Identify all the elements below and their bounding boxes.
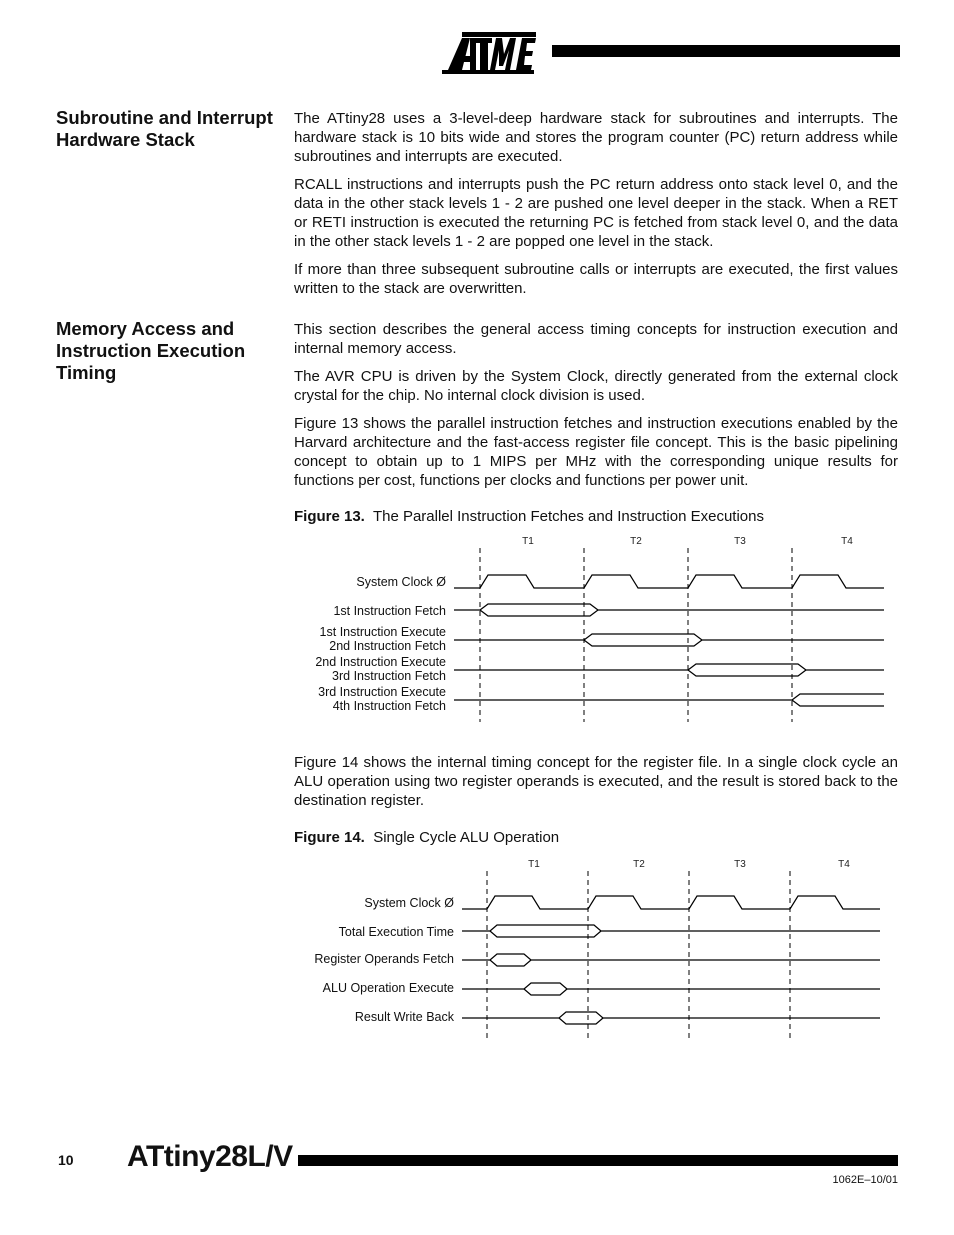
write-back-waveform xyxy=(462,1012,880,1018)
period-label: T1 xyxy=(522,536,534,547)
signal-label: ALU Operation Execute xyxy=(322,981,454,995)
exec2-waveform xyxy=(454,664,884,670)
signal-label: Result Write Back xyxy=(354,1010,454,1024)
clock-waveform xyxy=(462,896,880,909)
signal-label: 4th Instruction Fetch xyxy=(332,699,446,713)
signal-label: System Clock Ø xyxy=(356,575,446,589)
signal-label: System Clock Ø xyxy=(364,896,454,910)
signal-label: 2nd Instruction Execute xyxy=(315,655,446,669)
signal-label: Register Operands Fetch xyxy=(314,952,454,966)
figure13-title: The Parallel Instruction Fetches and Instruction Executions xyxy=(372,508,764,525)
paragraph: This section describes the general access timing concepts for instruction execution and internal memory access. xyxy=(294,321,898,357)
total-exec-waveform xyxy=(462,925,880,931)
figure13-number: Figure 13. xyxy=(294,508,365,525)
period-label: T3 xyxy=(734,536,746,547)
document-number: 1062E–10/01 xyxy=(832,1174,898,1186)
paragraph: The ATtiny28 uses a 3-level-deep hardware stack for subroutines and interrupts. The hardware stack is 10 bits wide and stores the program counter (PC) return address while subroutines and interrupts are executed. xyxy=(294,110,898,165)
signal-label: Total Execution Time xyxy=(338,925,454,939)
page-number: 10 xyxy=(58,1152,74,1168)
footer-rule xyxy=(298,1155,898,1166)
signal-label: 2nd Instruction Fetch xyxy=(329,639,446,653)
paragraph: Figure 13 shows the parallel instruction fetches and instruction executions enabled by the Harvard architecture and the fast-access register file concept. This is the basic pipelining concept to obtain up to 1 MIPS per MHz with the corresponding unique results for functions per cost, functions per clocks and functions per power unit. xyxy=(294,415,898,489)
period-label: T4 xyxy=(838,859,850,870)
figure14-number: Figure 14. xyxy=(294,829,365,846)
signal-label: 3rd Instruction Fetch xyxy=(332,669,446,683)
exec3-waveform xyxy=(454,694,884,700)
operands-fetch-waveform xyxy=(462,954,880,960)
exec1-waveform xyxy=(454,634,884,640)
alu-exec-waveform xyxy=(462,983,880,989)
signal-label: 3rd Instruction Execute xyxy=(318,685,446,699)
document-title: ATtiny28L/V xyxy=(127,1140,293,1173)
figure14-caption xyxy=(294,828,559,847)
period-label: T2 xyxy=(630,536,642,547)
figure14-timing-diagram xyxy=(294,853,894,1043)
atmel-logo xyxy=(440,26,540,78)
period-label: T1 xyxy=(528,859,540,870)
fetch1-waveform xyxy=(454,604,884,610)
figure13-caption xyxy=(294,507,764,526)
paragraph: Figure 14 shows the internal timing concept for the register file. In a single clock cycle an ALU operation using two register operands is executed, and the result is stored back to the destination register. xyxy=(294,754,898,809)
period-label: T4 xyxy=(841,536,853,547)
paragraph: If more than three subsequent subroutine calls or interrupts are executed, the first values written to the stack are overwritten. xyxy=(294,261,898,297)
clock-waveform xyxy=(454,575,884,588)
figure14-title: Single Cycle ALU Operation xyxy=(373,829,560,846)
signal-label: 1st Instruction Fetch xyxy=(333,604,446,618)
section-heading-hardware-stack: Subroutine and Interrupt Hardware Stack xyxy=(56,107,273,150)
signal-label: 1st Instruction Execute xyxy=(319,625,446,639)
paragraph: The AVR CPU is driven by the System Clock, directly generated from the external clock crystal for the chip. No internal clock division is used. xyxy=(294,368,898,404)
period-label: T2 xyxy=(633,859,645,870)
header-rule xyxy=(552,45,900,57)
period-label: T3 xyxy=(734,859,746,870)
paragraph: RCALL instructions and interrupts push the PC return address onto stack level 0, and the data in the other stack levels 1 - 2 are pushed one level deeper in the stack. When a RET or RETI instruction is executed the returning PC is fetched from stack level 0, and the data in the other stack levels 1 - 2 are popped one level in the stack. xyxy=(294,176,898,250)
section-heading-memory-timing: Memory Access and Instruction Execution Timing xyxy=(56,318,246,383)
figure13-timing-diagram xyxy=(294,530,894,725)
